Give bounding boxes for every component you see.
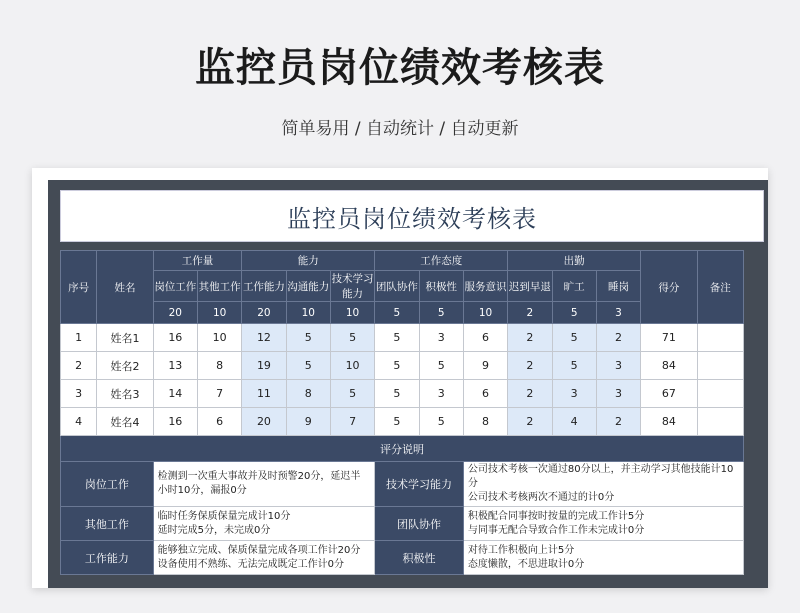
criteria-label: 技术学习能力	[375, 462, 464, 507]
column-header: 沟通能力	[286, 271, 330, 302]
cell-value: 5	[330, 380, 374, 408]
cell-value: 2	[508, 352, 552, 380]
cell-value: 11	[242, 380, 286, 408]
cell-remark	[697, 380, 743, 408]
cell-value: 4	[552, 408, 596, 436]
column-header: 旷工	[552, 271, 596, 302]
cell-value: 5	[375, 380, 419, 408]
cell-index: 4	[61, 408, 97, 436]
cell-value: 8	[286, 380, 330, 408]
header-index: 序号	[61, 251, 97, 324]
column-weight: 2	[508, 302, 552, 324]
cell-value: 8	[463, 408, 507, 436]
column-weight: 10	[330, 302, 374, 324]
cell-value: 10	[197, 324, 241, 352]
cell-value: 5	[375, 324, 419, 352]
criteria-text: 能够独立完成、保质保量完成各项工作计20分 设备使用不熟练、无法完成既定工作计0分	[153, 541, 375, 575]
column-header: 睡岗	[596, 271, 640, 302]
cell-value: 2	[508, 408, 552, 436]
header-remark: 备注	[697, 251, 743, 324]
cell-value: 7	[330, 408, 374, 436]
cell-value: 5	[419, 408, 463, 436]
column-weight: 20	[153, 302, 197, 324]
cell-value: 16	[153, 324, 197, 352]
cell-score: 67	[641, 380, 697, 408]
criteria-label: 其他工作	[61, 507, 154, 541]
performance-table	[60, 250, 744, 575]
cell-value: 5	[552, 324, 596, 352]
column-weight: 20	[242, 302, 286, 324]
cell-value: 16	[153, 408, 197, 436]
cell-value: 2	[596, 408, 640, 436]
criteria-row	[61, 507, 744, 541]
header-name: 姓名	[97, 251, 153, 324]
criteria-text: 积极配合同事按时按量的完成工作计5分 与同事无配合导致合作工作未完成计0分	[463, 507, 743, 541]
column-weight: 5	[552, 302, 596, 324]
cell-value: 6	[463, 324, 507, 352]
table-row	[61, 352, 744, 380]
criteria-row	[61, 462, 744, 507]
cell-value: 2	[596, 324, 640, 352]
cell-value: 3	[419, 380, 463, 408]
cell-value: 12	[242, 324, 286, 352]
header-score: 得分	[641, 251, 697, 324]
cell-score: 84	[641, 408, 697, 436]
group-header-ability: 能力	[242, 251, 375, 271]
cell-value: 19	[242, 352, 286, 380]
cell-name: 姓名2	[97, 352, 153, 380]
sheet-frame	[48, 180, 768, 588]
cell-value: 5	[375, 352, 419, 380]
table-row	[61, 408, 744, 436]
group-header-attitude: 工作态度	[375, 251, 508, 271]
spreadsheet-preview	[32, 168, 768, 588]
criteria-heading: 评分说明	[61, 436, 744, 462]
cell-index: 2	[61, 352, 97, 380]
cell-remark	[697, 352, 743, 380]
cell-value: 6	[197, 408, 241, 436]
page-subtitle: 简单易用 / 自动统计 / 自动更新	[281, 119, 519, 139]
cell-value: 5	[286, 352, 330, 380]
group-header-workload: 工作量	[153, 251, 242, 271]
cell-name: 姓名1	[97, 324, 153, 352]
column-header: 工作能力	[242, 271, 286, 302]
cell-value: 14	[153, 380, 197, 408]
table-row	[61, 380, 744, 408]
table-row	[61, 324, 744, 352]
cell-name: 姓名3	[97, 380, 153, 408]
cell-value: 7	[197, 380, 241, 408]
criteria-label: 团队协作	[375, 507, 464, 541]
criteria-text: 对待工作积极向上计5分 态度懒散，不思进取计0分	[463, 541, 743, 575]
column-header: 其他工作	[197, 271, 241, 302]
cell-value: 5	[375, 408, 419, 436]
page-title: 监控员岗位绩效考核表	[195, 45, 605, 91]
cell-index: 3	[61, 380, 97, 408]
cell-value: 9	[463, 352, 507, 380]
cell-remark	[697, 408, 743, 436]
criteria-label: 积极性	[375, 541, 464, 575]
group-header-attendance: 出勤	[508, 251, 641, 271]
column-weight: 3	[596, 302, 640, 324]
cell-value: 8	[197, 352, 241, 380]
column-header: 积极性	[419, 271, 463, 302]
column-header: 迟到早退	[508, 271, 552, 302]
cell-value: 5	[419, 352, 463, 380]
cell-value: 20	[242, 408, 286, 436]
cell-name: 姓名4	[97, 408, 153, 436]
cell-value: 3	[419, 324, 463, 352]
criteria-label: 岗位工作	[61, 462, 154, 507]
column-weight: 10	[286, 302, 330, 324]
cell-remark	[697, 324, 743, 352]
criteria-row	[61, 541, 744, 575]
criteria-text: 检测到一次重大事故并及时预警20分，延迟半小时10分，漏报0分	[153, 462, 375, 507]
cell-score: 71	[641, 324, 697, 352]
cell-value: 13	[153, 352, 197, 380]
sheet-banner-title: 监控员岗位绩效考核表	[60, 190, 764, 242]
cell-value: 3	[596, 352, 640, 380]
column-header: 团队协作	[375, 271, 419, 302]
column-header: 技术学习能力	[330, 271, 374, 302]
column-header: 服务意识	[463, 271, 507, 302]
cell-value: 2	[508, 324, 552, 352]
column-weight: 5	[375, 302, 419, 324]
cell-value: 5	[286, 324, 330, 352]
cell-score: 84	[641, 352, 697, 380]
cell-value: 9	[286, 408, 330, 436]
cell-value: 5	[552, 352, 596, 380]
criteria-label: 工作能力	[61, 541, 154, 575]
column-header: 岗位工作	[153, 271, 197, 302]
criteria-text: 临时任务保质保量完成计10分 延时完成5分，未完成0分	[153, 507, 375, 541]
cell-value: 5	[330, 324, 374, 352]
cell-value: 2	[508, 380, 552, 408]
criteria-text: 公司技术考核一次通过80分以上，并主动学习其他技能计10分 公司技术考核两次不通过的计0分	[463, 462, 743, 507]
cell-value: 3	[552, 380, 596, 408]
column-weight: 10	[197, 302, 241, 324]
cell-value: 3	[596, 380, 640, 408]
cell-value: 10	[330, 352, 374, 380]
column-weight: 10	[463, 302, 507, 324]
column-weight: 5	[419, 302, 463, 324]
cell-value: 6	[463, 380, 507, 408]
cell-index: 1	[61, 324, 97, 352]
